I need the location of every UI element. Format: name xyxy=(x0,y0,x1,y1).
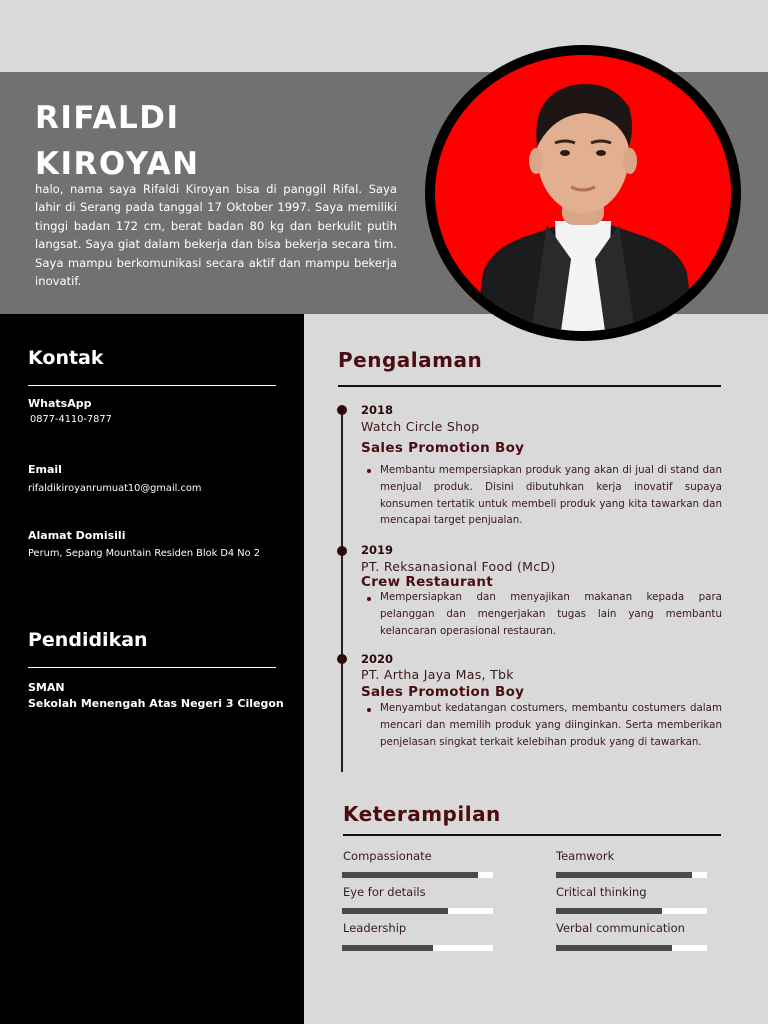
experience-description: Mempersiapkan dan menyajikan makanan kepada para pelanggan dan mengerjakan tugas lain yang membantu kelancaran operasional restauran. xyxy=(380,591,722,637)
skill-label: Verbal communication xyxy=(556,921,685,935)
whatsapp-label: WhatsApp xyxy=(28,397,92,410)
email-label: Email xyxy=(28,463,62,476)
name-first: RIFALDI xyxy=(35,100,180,136)
bullet-icon xyxy=(367,597,371,601)
skill-bar-fill xyxy=(556,945,672,951)
skill-label: Leadership xyxy=(343,921,407,935)
skill-bar-fill xyxy=(556,908,662,914)
skill-bar-fill xyxy=(342,872,478,878)
experience-company: Watch Circle Shop xyxy=(361,419,480,434)
experience-role: Sales Promotion Boy xyxy=(361,684,525,700)
email-value: rifaldikiroyanrumuat10@gmail.com xyxy=(28,483,202,494)
timeline-dot xyxy=(337,654,347,664)
whatsapp-value: 0877-4110-7877 xyxy=(30,414,112,425)
experience-year: 2020 xyxy=(361,652,394,666)
skill-bar xyxy=(556,872,707,878)
address-value: Perum, Sepang Mountain Residen Blok D4 No 2 xyxy=(28,548,260,559)
contact-divider xyxy=(28,385,276,386)
name-last: KIROYAN xyxy=(35,146,200,182)
education-heading: Pendidikan xyxy=(28,629,148,651)
experience-year: 2019 xyxy=(361,543,394,557)
skill-label: Critical thinking xyxy=(556,885,647,899)
skill-bar-fill xyxy=(556,872,692,878)
bullet-icon xyxy=(367,708,371,712)
skill-bar xyxy=(342,945,493,951)
experience-description: Membantu mempersiapkan produk yang akan di jual di stand dan menjual produk. Disini dibutuhkan kerja inovatif supaya konsumen tertatik untuk membeli produk yang kita tawarkan dan mencapai target penjualan. xyxy=(380,464,722,527)
profile-photo xyxy=(435,55,731,331)
experience-company: PT. Artha Jaya Mas, Tbk xyxy=(361,667,514,682)
experience-description: Menyambut kedatangan costumers, membantu costumers dalam mencari dan memilih produk yang diinginkan. Serta memberikan penjelasan singkat terkait kelebihan produk yang di tawarkan. xyxy=(380,702,722,748)
skill-label: Compassionate xyxy=(343,849,432,863)
bio-paragraph: halo, nama saya Rifaldi Kiroyan bisa di panggil Rifal. Saya lahir di Serang pada tanggal 17 Oktober 1997. Saya memiliki tinggi badan 172 cm, berat badan 80 kg dan berkulit putih langsat. Saya giat dalam bekerja dan bisa bekerja secara tim. Saya mampu berkomunikasi secara aktif dan mampu bekerja inovatif. xyxy=(35,182,397,289)
profile-photo-frame xyxy=(425,45,741,341)
timeline-dot xyxy=(337,405,347,415)
contact-heading: Kontak xyxy=(28,347,104,369)
experience-year: 2018 xyxy=(361,403,394,417)
candidate-name xyxy=(35,95,200,187)
timeline-line xyxy=(341,408,343,772)
address-label: Alamat Domisili xyxy=(28,529,126,542)
skill-bar xyxy=(342,872,493,878)
skill-bar-fill xyxy=(342,945,433,951)
skill-bar xyxy=(556,908,707,914)
experience-heading: Pengalaman xyxy=(338,348,483,372)
experience-company: PT. Reksanasional Food (McD) xyxy=(361,559,556,574)
education-level: SMAN xyxy=(28,681,65,694)
skill-label: Eye for details xyxy=(343,885,426,899)
skill-label: Teamwork xyxy=(556,849,615,863)
experience-role: Crew Restaurant xyxy=(361,574,493,590)
experience-divider xyxy=(338,385,721,387)
experience-role: Sales Promotion Boy xyxy=(361,440,525,456)
skill-bar-fill xyxy=(342,908,448,914)
skill-bar xyxy=(342,908,493,914)
portrait-illustration xyxy=(435,55,731,331)
skills-heading: Keterampilan xyxy=(343,802,501,826)
skill-bar xyxy=(556,945,707,951)
education-divider xyxy=(28,667,276,668)
skills-divider xyxy=(343,834,721,836)
education-school: Sekolah Menengah Atas Negeri 3 Cilegon xyxy=(28,697,284,710)
timeline-dot xyxy=(337,546,347,556)
bullet-icon xyxy=(367,469,371,473)
